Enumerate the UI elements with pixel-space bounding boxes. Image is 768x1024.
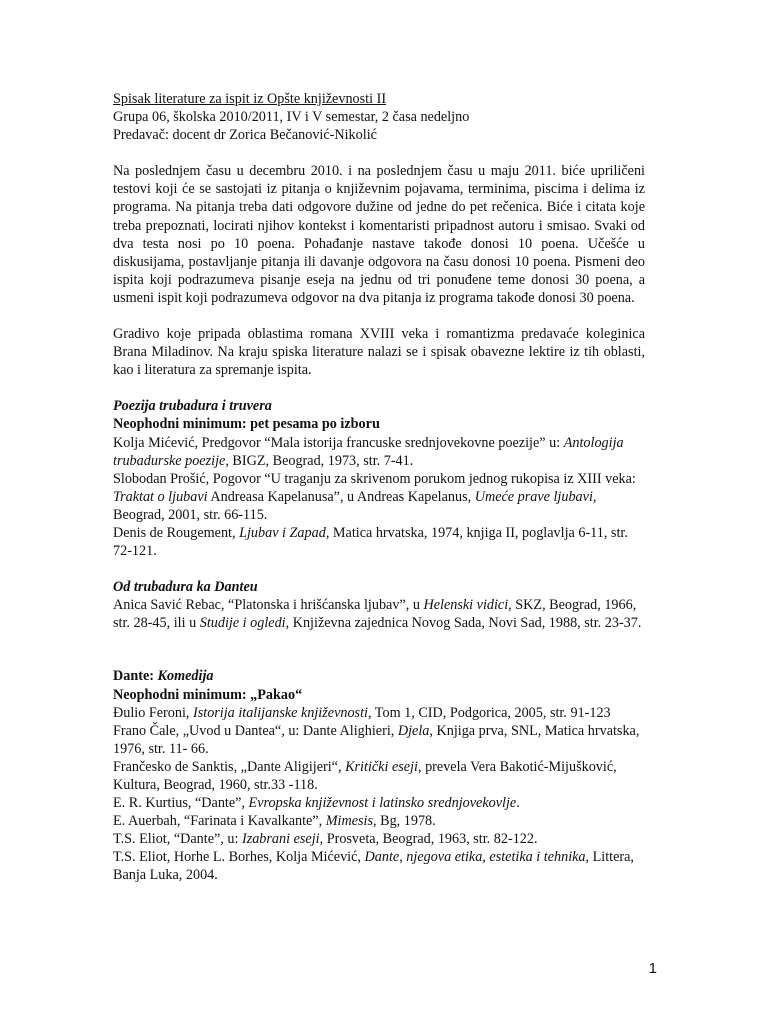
entry-text: , BIGZ, Beograd, 1973, str. 7-41. (225, 452, 414, 469)
entry-text: , Matica hrvatska, 1974, knjiga II, poglavlja 6-11, str. 72-121. (113, 524, 628, 560)
entry-book-title: Studije i ogledi (199, 615, 286, 632)
section-minimum-dante: Neophodni minimum: „Pakao“ (113, 686, 303, 703)
entry-text: Frančesko de Sanktis, „Dante Aligijeri“, (113, 758, 346, 775)
entry-book-title: Antologija trubadurske poezije (113, 434, 624, 469)
entry-text: E. R. Kurtius, “Dante”, (113, 795, 249, 812)
entry-text: , Beograd, 2001, str. 66-115. (113, 488, 597, 523)
entry-text: Kolja Mićević, Predgovor “Mala istorija francuske srednjovekovne poezije” u: (113, 434, 564, 451)
section-heading-troubadours: Poezija trubadura i truvera (113, 398, 272, 415)
entry-book-title: Umeće prave ljubavi (474, 488, 593, 505)
entry-text: T.S. Eliot, “Dante”, u: (113, 831, 242, 848)
bibliography-entry (113, 812, 645, 830)
entry-text: Anica Savić Rebac, “Platonska i hrišćanska ljubav”, u (113, 597, 424, 614)
entry-book-title: Dante, njegova etika, estetika i tehnika (364, 849, 586, 866)
entry-text: Denis de Rougement, (113, 524, 240, 541)
entry-book-title: Djela (397, 722, 430, 739)
entry-text: , Prosveta, Beograd, 1963, str. 82-122. (319, 831, 538, 848)
entry-text: , SKZ, Beograd, 1966, str. 28-45, ili u (113, 597, 637, 632)
bibliography-entry (113, 470, 645, 524)
spacer (113, 144, 645, 162)
heading-prefix: Dante: (113, 668, 158, 685)
entry-book-title: Izabrani eseji (241, 831, 320, 848)
entry-text: . (516, 795, 520, 812)
bibliography-entry (113, 830, 645, 848)
entry-text: T.S. Eliot, Horhe L. Borhes, Kolja Mićević, (113, 849, 365, 866)
entry-book-title: Kritički eseji (345, 758, 418, 775)
document-title: Spisak literature za ispit iz Opšte književnosti II (113, 91, 387, 107)
bibliography-entry (113, 524, 645, 560)
section-heading-dante (113, 667, 645, 685)
entry-book-title: Istorija italijanske književnosti (193, 704, 368, 721)
entry-text: Đulio Feroni, (113, 704, 193, 721)
entry-text: , prevela Vera Bakotić-Mijušković, Kultura, Beograd, 1960, str.33 -118. (113, 758, 617, 793)
entry-book-title: Traktat o ljubavi (113, 488, 208, 505)
group-line: Grupa 06, školska 2010/2011, IV i V semestar, 2 časa nedeljno (113, 109, 470, 126)
entry-text: Andreasa Kapelanusa”, u Andreas Kapelanus, (207, 488, 475, 505)
entry-text: Slobodan Prošić, Pogovor “U traganju za skrivenom porukom jednog rukopisa iz XIII veka: (113, 470, 636, 487)
entry-text: , Bg, 1978. (373, 813, 436, 830)
section-minimum-troubadours: Neophodni minimum: pet pesama po izboru (113, 416, 380, 433)
entry-text: , Knjiga prva, SNL, Matica hrvatska, 1976, str. 11- 66. (113, 722, 640, 757)
section-heading-troubadours-to-dante: Od trubadura ka Danteu (113, 579, 258, 596)
entry-text: Frano Čale, „Uvod u Dantea“, u: Dante Alighieri, (113, 722, 398, 739)
entry-text: , Tom 1, CID, Podgorica, 2005, str. 91-123 (367, 704, 611, 721)
document-page (113, 90, 645, 885)
bibliography-entry (113, 704, 645, 722)
page-number: 1 (648, 960, 657, 977)
spacer (113, 560, 645, 578)
bibliography-entry (113, 758, 645, 794)
bibliography-entry (113, 434, 645, 470)
entry-book-title: Ljubav i Zapad (239, 524, 326, 541)
entry-text: , Književna zajednica Novog Sada, Novi Sad, 1988, str. 23-37. (285, 615, 642, 632)
bibliography-entry (113, 722, 645, 758)
entry-text: E. Auerbah, “Farinata i Kavalkante”, (113, 813, 326, 830)
entry-text: , Littera, Banja Luka, 2004. (113, 849, 634, 884)
spacer (113, 632, 645, 667)
heading-work-title: Komedija (157, 668, 214, 685)
intro-paragraph-1: Na poslednjem času u decembru 2010. i na poslednjem času u maju 2011. biće upriličeni testovi koji će se sastojati iz pitanja o književnim pojavama, terminima, piscima i delima iz programa. Na pitanja treba dati odgovore dužine od jedne do pet rečenica. Biće i citata koje treba prepoznati, locirati njihov kontekst i komentaristi pripadnost autoru i smisao. Svaki od dva testa nosi po 10 poena. Pohađanje nastave takođe donosi 10 poena. Učešće u diskusijama, postavljanje pitanja ili davanje odgovora na času donosi 10 poena. Pismeni deo ispita koji podrazumeva pisanje eseja na jednu od tri ponuđene teme donosi 30 poena, a usmeni ispit koji podrazumeva odgovor na dva pitanja iz programa takođe donosi 30 poena. (113, 163, 645, 306)
spacer (113, 379, 645, 397)
spacer (113, 307, 645, 325)
bibliography-entry (113, 596, 645, 632)
intro-paragraph-2: Gradivo koje pripada oblastima romana XVIII veka i romantizma predavaće koleginica Brana Miladinov. Na kraju spiska literature nalazi se i spisak obavezne lektire iz tih oblasti, kao i literatura za spremanje ispita. (113, 326, 645, 379)
bibliography-entry (113, 794, 645, 812)
lecturer-line: Predavač: docent dr Zorica Bečanović-Nikolić (113, 127, 377, 144)
bibliography-entry (113, 848, 645, 884)
entry-book-title: Mimesis (325, 813, 374, 830)
entry-book-title: Evropska književnost i latinsko srednjovekovlje (248, 795, 517, 812)
entry-book-title: Helenski vidici (423, 597, 509, 614)
